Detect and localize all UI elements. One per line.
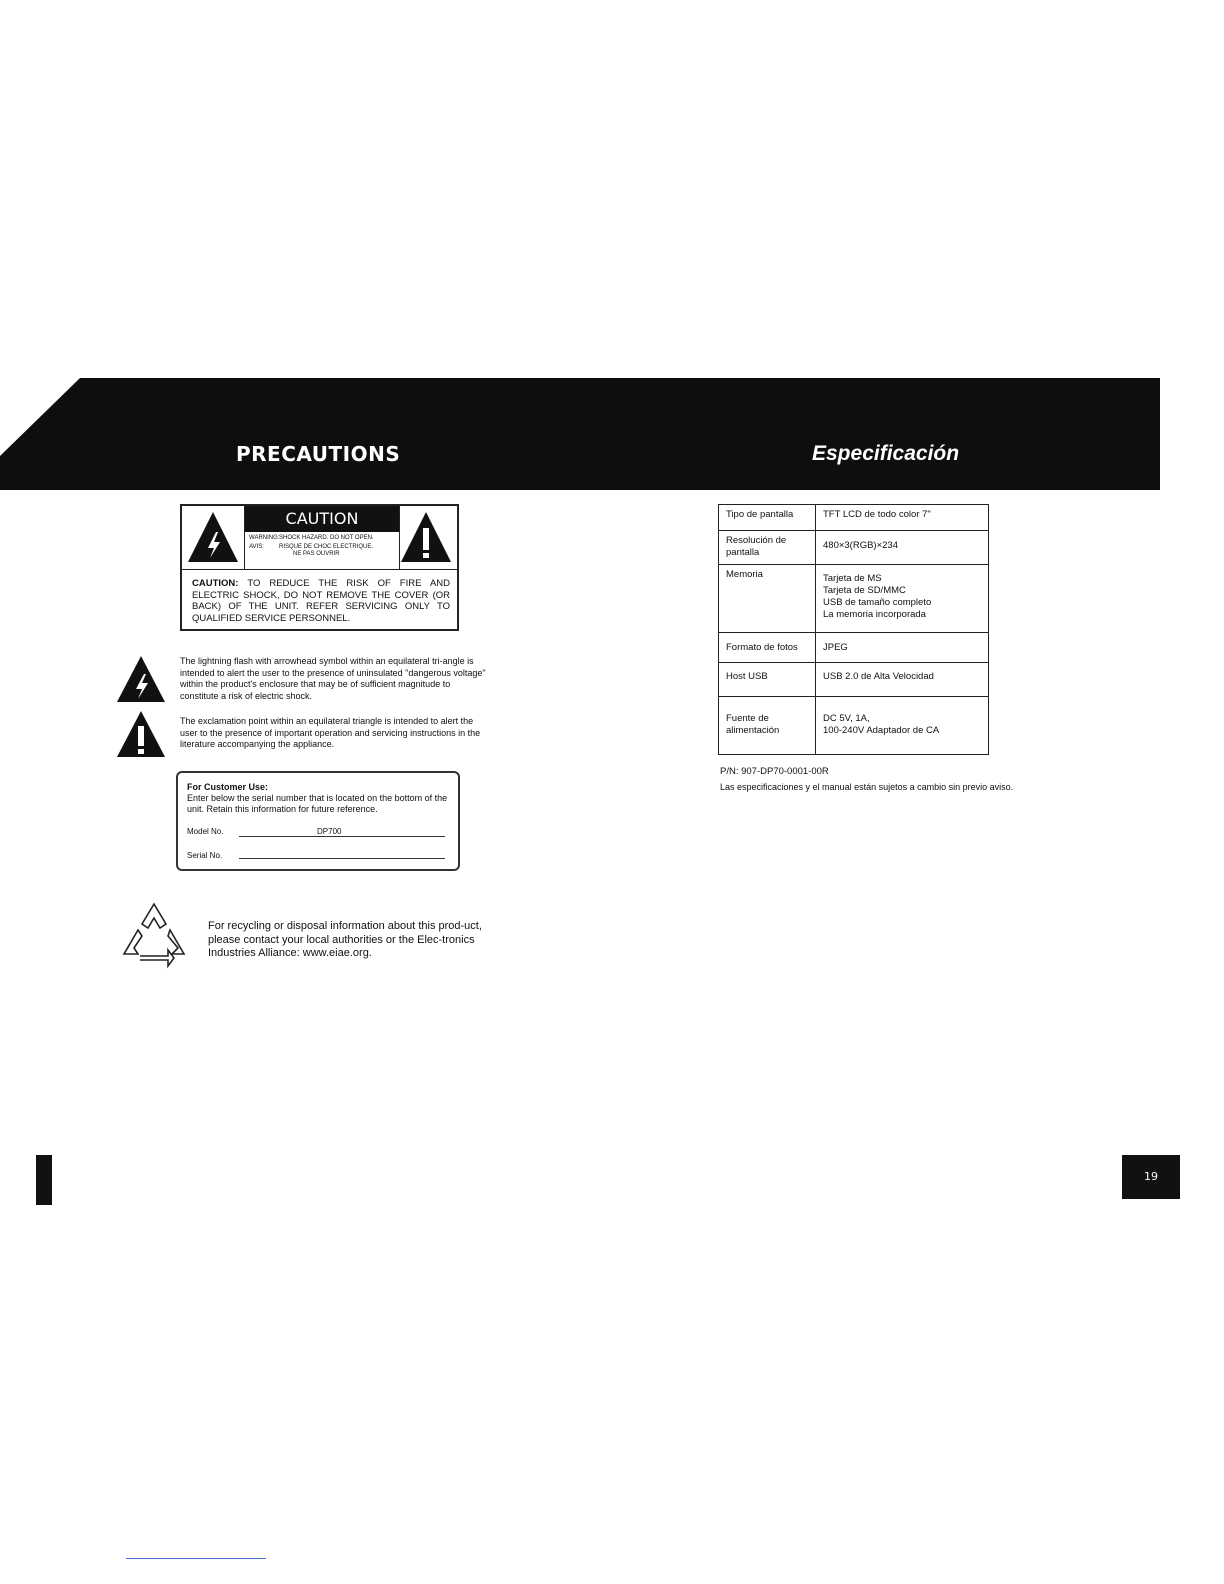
warning-row — [245, 535, 399, 541]
caution-text-body: TO REDUCE THE RISK OF FIRE AND ELECTRIC SHOCK, DO NOT REMOVE THE COVER (OR BACK) OF THE UNIT. REFER SERVICING ONLY TO QUALIFIED SERVICE PERSONNEL. — [192, 578, 450, 624]
spec-value: DC 5V, 1A, 100-240V Adaptador de CA — [816, 697, 989, 755]
exclamation-symbol-icon — [116, 710, 166, 758]
part-number: P/N: 907-DP70-0001-00R — [720, 766, 829, 777]
customer-use-box — [176, 771, 460, 871]
exclamation-symbol-text: The exclamation point within an equilateral triangle is intended to alert the user to the presence of important operation and servicing instructions in the literature accompanying the appliance. — [180, 716, 481, 749]
page-title-right: Especificación — [812, 442, 960, 465]
page-title-left: PRECAUTIONS — [236, 442, 401, 466]
spec-label: Formato de fotos — [719, 633, 816, 663]
lightning-symbol-icon — [116, 655, 166, 703]
table-row — [719, 565, 989, 633]
header-banner — [0, 378, 1160, 490]
spec-value: JPEG — [816, 633, 989, 663]
exclamation-warning-icon — [399, 510, 453, 564]
recycling-text: For recycling or disposal information about this prod-uct, please contact your local authorities or the Elec-tronics Industries Alliance: www.eiae.org. — [208, 920, 482, 959]
spec-table — [718, 504, 989, 755]
page-edge-marker — [36, 1155, 52, 1205]
serial-label: Serial No. — [187, 851, 223, 860]
lightning-warning-icon — [186, 510, 240, 564]
serial-line — [239, 858, 445, 859]
caution-label-top — [182, 506, 457, 570]
spec-note: Las especificaciones y el manual están sujetos a cambio sin previo aviso. — [720, 782, 1014, 792]
caution-heading: CAUTION — [245, 506, 399, 532]
avis-value: RISQUE DE CHOC ELECTRIQUE. — [279, 544, 374, 550]
caution-label — [180, 504, 459, 631]
page-number: 19 — [1122, 1155, 1180, 1199]
banner-shape — [0, 378, 1160, 490]
table-row — [719, 697, 989, 755]
customer-description: Enter below the serial number that is located on the bottom of the unit. Retain this information for future reference. — [187, 793, 448, 814]
avis-value-2: NE PAS OUVRIR — [293, 551, 340, 557]
warning-key: WARNING: — [249, 535, 280, 541]
spec-value: Tarjeta de MS Tarjeta de SD/MMC USB de tamaño completo La memoria incorporada — [816, 565, 989, 633]
table-row — [719, 531, 989, 565]
caution-center-panel — [244, 506, 400, 569]
model-value: DP700 — [317, 827, 342, 836]
recycle-icon — [116, 900, 192, 974]
avis-row — [245, 544, 399, 550]
caution-text-lead: CAUTION: — [192, 578, 239, 589]
model-label: Model No. — [187, 827, 224, 836]
spec-label: Tipo de pantalla — [719, 505, 816, 531]
caution-text — [192, 578, 450, 624]
warning-value: SHOCK HAZARD. DO NOT OPEN. — [279, 535, 374, 541]
model-line — [239, 836, 445, 837]
avis-key: AVIS: — [249, 544, 264, 550]
table-row — [719, 505, 989, 531]
footer-rule — [126, 1558, 266, 1559]
spec-value: TFT LCD de todo color 7" — [816, 505, 989, 531]
table-row — [719, 633, 989, 663]
spec-label: Host USB — [719, 663, 816, 697]
spec-label: Memoria — [719, 565, 816, 633]
lightning-symbol-text: The lightning flash with arrowhead symbol within an equilateral tri-angle is intended to alert the user to the presence of uninsulated "dangerous voltage" within the product's enclosure that may be of sufficient magnitude to constitute a risk of electric shock. — [180, 656, 486, 701]
spec-value: 480×3(RGB)×234 — [816, 531, 989, 565]
table-row — [719, 663, 989, 697]
spec-label: Fuente de alimentación — [719, 697, 816, 755]
customer-title: For Customer Use: — [187, 782, 269, 792]
spec-label: Resolución de pantalla — [719, 531, 816, 565]
spec-value: USB 2.0 de Alta Velocidad — [816, 663, 989, 697]
